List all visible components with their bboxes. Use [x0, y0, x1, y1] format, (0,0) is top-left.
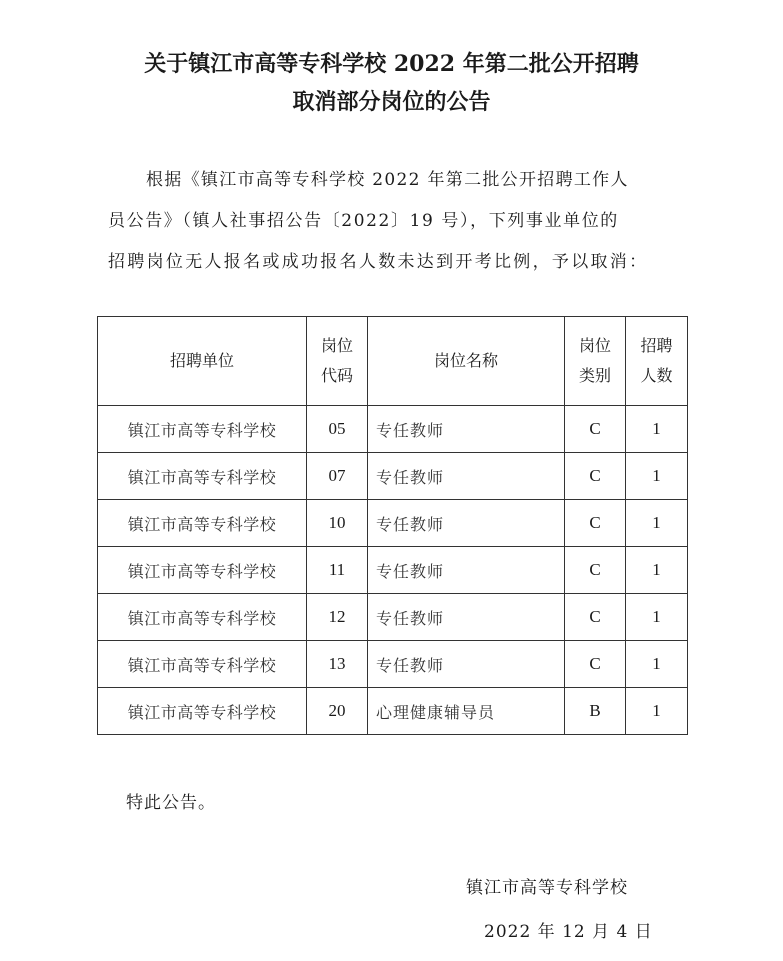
document-title-line1: 关于镇江市高等专科学校 2022 年第二批公开招聘 [144, 51, 639, 77]
cell-unit: 镇江市高等专科学校 [98, 547, 307, 594]
cell-type: C [565, 594, 626, 641]
cancelled-positions-table [97, 316, 688, 735]
cell-name: 专任教师 [368, 547, 565, 594]
cell-name: 专任教师 [368, 406, 565, 453]
cell-count: 1 [626, 641, 688, 688]
table-row [98, 406, 688, 453]
cell-code: 10 [307, 500, 368, 547]
table-row [98, 594, 688, 641]
cell-count: 1 [626, 547, 688, 594]
cell-name: 心理健康辅导员 [368, 688, 565, 735]
cell-count: 1 [626, 594, 688, 641]
cell-count: 1 [626, 453, 688, 500]
cell-type: C [565, 453, 626, 500]
cell-name: 专任教师 [368, 594, 565, 641]
cell-unit: 镇江市高等专科学校 [98, 641, 307, 688]
document-title-line2: 取消部分岗位的公告 [292, 89, 491, 115]
table-row [98, 547, 688, 594]
cell-type: B [565, 688, 626, 735]
header-unit: 招聘单位 [98, 317, 307, 406]
cell-unit: 镇江市高等专科学校 [98, 500, 307, 547]
cell-name: 专任教师 [368, 453, 565, 500]
closing-statement: 特此公告。 [126, 793, 216, 813]
cell-code: 12 [307, 594, 368, 641]
cell-type: C [565, 641, 626, 688]
cell-unit: 镇江市高等专科学校 [98, 594, 307, 641]
body-paragraph-line1: 根据《镇江市高等专科学校 2022 年第二批公开招聘工作人 [146, 170, 629, 190]
table-row [98, 641, 688, 688]
table-header-row [98, 317, 688, 406]
cell-type: C [565, 406, 626, 453]
cell-code: 20 [307, 688, 368, 735]
header-count: 招聘 人数 [626, 317, 688, 406]
body-paragraph-line2: 员公告》（镇人社事招公告〔2022〕19 号），下列事业单位的 [108, 211, 619, 231]
cell-count: 1 [626, 688, 688, 735]
table-row [98, 688, 688, 735]
header-type: 岗位 类别 [565, 317, 626, 406]
header-name: 岗位名称 [368, 317, 565, 406]
cell-unit: 镇江市高等专科学校 [98, 406, 307, 453]
issue-date: 2022 年 12 月 4 日 [484, 922, 653, 942]
cell-code: 11 [307, 547, 368, 594]
header-code: 岗位 代码 [307, 317, 368, 406]
cell-code: 05 [307, 406, 368, 453]
cell-type: C [565, 500, 626, 547]
cell-count: 1 [626, 500, 688, 547]
cell-code: 07 [307, 453, 368, 500]
cell-code: 13 [307, 641, 368, 688]
cell-count: 1 [626, 406, 688, 453]
table-row [98, 500, 688, 547]
cell-type: C [565, 547, 626, 594]
body-paragraph-line3: 招聘岗位无人报名或成功报名人数未达到开考比例，予以取消： [108, 252, 649, 272]
cell-unit: 镇江市高等专科学校 [98, 453, 307, 500]
table-row [98, 453, 688, 500]
signer-organization: 镇江市高等专科学校 [466, 878, 628, 898]
cell-unit: 镇江市高等专科学校 [98, 688, 307, 735]
cell-name: 专任教师 [368, 500, 565, 547]
cell-name: 专任教师 [368, 641, 565, 688]
